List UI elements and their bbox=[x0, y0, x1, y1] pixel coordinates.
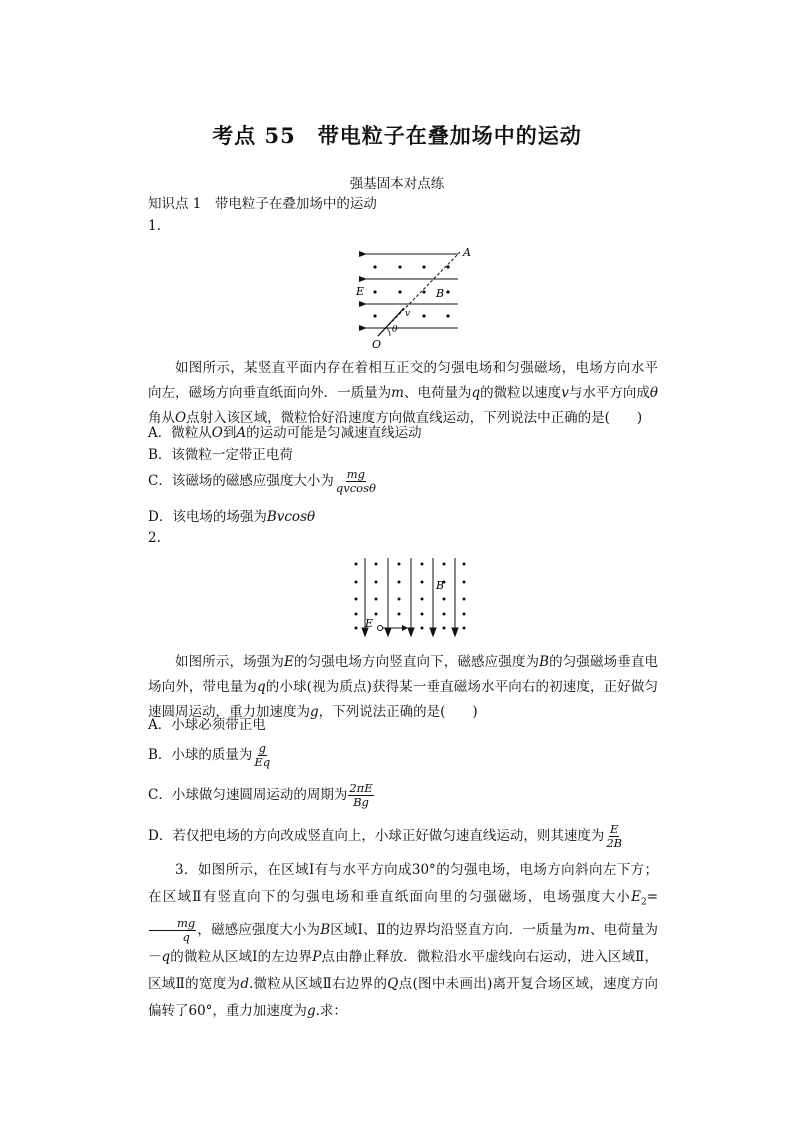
q1-number: 1. bbox=[148, 218, 161, 234]
q1-label-b: B bbox=[436, 287, 445, 300]
q1-field-lines bbox=[366, 254, 458, 328]
page-title: 考点 55 带电粒子在叠加场中的运动 bbox=[212, 123, 582, 148]
q2-label-e: E bbox=[365, 617, 374, 630]
q1-label-a: A bbox=[463, 246, 471, 259]
q1-figure bbox=[350, 244, 480, 350]
q2-option-c: C．小球做匀速圆周运动的周期为 $\frac{2\pi E}{Bg}$ bbox=[148, 781, 373, 809]
q2-option-b: B．小球的质量为 $\frac{g}{Eq}$ bbox=[148, 741, 271, 769]
q1-option-c: C．该磁场的磁感应强度大小为 $\frac{mg}{qvcos\theta}$ bbox=[148, 467, 376, 495]
q2-ball bbox=[378, 626, 383, 631]
q1-label-v: v bbox=[405, 309, 411, 319]
q1-option-d: D．该电场的场强为Bvcosθ bbox=[148, 509, 316, 525]
section-heading: 强基固本对点练 bbox=[349, 176, 445, 192]
q1-label-o: O bbox=[372, 338, 382, 350]
q2-stem: 如图所示，场强为E的匀强电场方向竖直向下，磁感应强度为B的匀强磁场垂直电场向外，带电量为q的小球(视为质点)获得某一垂直磁场水平向右的初速度，正好做匀速圆周运动，重力加速度为g，下列说法正确的是( ) bbox=[148, 654, 659, 720]
q2-option-d: D．若仅把电场的方向改成竖直向上，小球正好做匀速直线运动，则其速度为 $\frac{E}{2B}$ bbox=[148, 822, 623, 850]
q2-option-a: A．小球必须带正电 bbox=[148, 717, 266, 733]
q1-label-e: E bbox=[356, 285, 365, 298]
q1-label-theta: θ bbox=[392, 325, 398, 335]
q1-option-b: B．该微粒一定带正电荷 bbox=[148, 447, 293, 463]
q2-label-b: B bbox=[436, 579, 445, 592]
q2-field-lines bbox=[362, 558, 458, 636]
q1-velocity-vector bbox=[378, 308, 404, 336]
knowledge-point-heading: 知识点 1 带电粒子在叠加场中的运动 bbox=[148, 196, 377, 212]
q1-stem: 如图所示，某竖直平面内存在着相互正交的匀强电场和匀强磁场，电场方向水平向左，磁场方向垂直纸面向外．一质量为m、电荷量为q的微粒以速度v与水平方向成θ角从O点射入该区域，微粒恰好沿速度方向做直线运动，下列说法中正确的是( ) bbox=[148, 360, 659, 426]
q2-figure bbox=[350, 556, 470, 642]
q2-number: 2. bbox=[148, 530, 161, 546]
q3-stem: 3．如图所示，在区域Ⅰ有与水平方向成30°的匀强电场，电场方向斜向左下方；在区域Ⅱ有竖直向下的匀强电场和垂直纸面向里的匀强磁场，电场强度大小$E_2=$ $\frac{mg}{q}$ ，磁感应强度大小为B区域Ⅰ、Ⅱ的边界均沿竖直方向．一质量为m、电荷量为－q的微粒从区域Ⅰ的左边界P点由静止释放．微粒沿水平虚线向右运动，进入区域Ⅱ，区域Ⅱ的宽度为d.微粒从区域Ⅱ右边界的Q点(图中未画出)离开复合场区域，速度方向偏转了60°，重力加速度为g.求： bbox=[148, 862, 659, 1019]
q1-option-a: A．微粒从O到A的运动可能是匀减速直线运动 bbox=[148, 425, 422, 441]
